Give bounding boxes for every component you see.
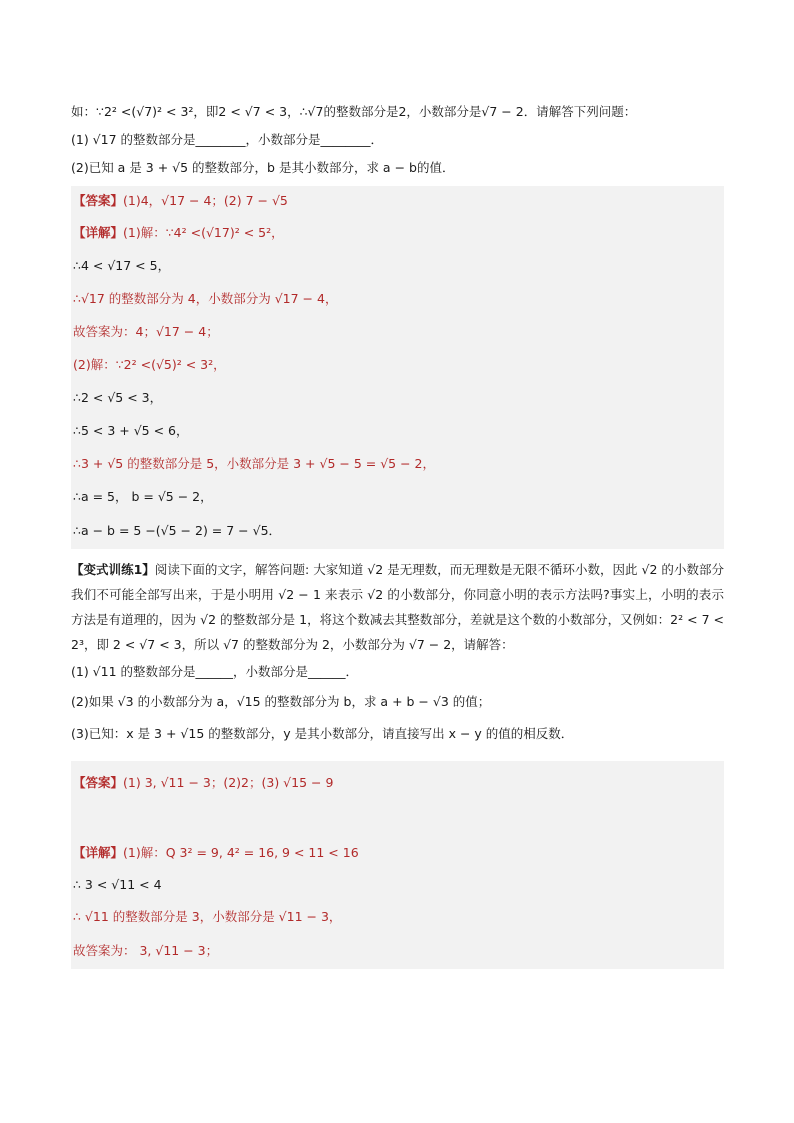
question-2-text: (2)已知 a 是 3 + √5 的整数部分，b 是其小数部分，求 a − b的值． [71, 160, 455, 175]
question-2 [71, 154, 724, 182]
detail-line [73, 901, 724, 933]
detail-text: (1)解：Q 3² = 9, 4² = 16, 9 < 11 < 16 [123, 845, 359, 860]
intro-text: 如：∵2² <(√7)² < 3²，即2 < √7 < 3，∴√7的整数部分是2，小数部分是√7 − 2．请解答下列问题： [71, 104, 637, 119]
variant-question-3-text: (3)已知：x 是 3 + √15 的整数部分，y 是其小数部分，请直接写出 x − y 的值的相反数． [71, 726, 574, 741]
detail-text: ∴3 + √5 的整数部分是 5，小数部分是 3 + √5 − 5 = √5 − 2， [73, 456, 435, 471]
intro-line [71, 98, 724, 126]
detail-line [73, 480, 724, 513]
detail-line [73, 216, 724, 249]
question-1 [71, 126, 724, 154]
detail-text: 故答案为： 3, √11 − 3； [73, 943, 219, 958]
variant-question-2 [71, 687, 724, 717]
variant-question-2-text: (2)如果 √3 的小数部分为 a，√15 的整数部分为 b，求 a + b − √3 的值； [71, 694, 491, 709]
detail-line [73, 513, 724, 549]
answer-block-2 [71, 761, 724, 805]
answer-text: (1) 3, √11 − 3；(2)2；(3) √15 − 9 [123, 775, 334, 790]
variant-question-1-text: (1) √11 的整数部分是______，小数部分是______． [71, 664, 359, 679]
detail-line [73, 933, 724, 969]
detail-tag: 【详解】 [73, 845, 124, 860]
variant-text: 阅读下面的文字，解答问题: 大家知道 √2 是无理数，而无理数是无限不循环小数，因此 √2 的小数部分我们不可能全部写出来，于是小明用 √2 − 1 来表示 √2 的小数部分，你同意小明的表示方法吗?事实上，小明的表示方法是有道理的，因为 √2 的整数部分是 1，将这个数减去其整数部分，差就是这个数的小数部分，又例如：2² < 7 < 2³，即 2 < √7 < 3，所以 √7 的整数部分为 2，小数部分为 √7 − 2，请解答： [71, 562, 725, 652]
answer-block-1 [71, 186, 724, 216]
variant-question-1 [71, 657, 724, 687]
detail-block-1 [71, 216, 724, 549]
detail-text: ∴√17 的整数部分为 4，小数部分为 √17 − 4， [73, 291, 338, 306]
variant-tag: 【变式训练1】 [71, 562, 155, 577]
detail-line [73, 869, 724, 901]
answer-tag: 【答案】 [73, 775, 124, 790]
variant-paragraph [71, 557, 724, 657]
detail-text: ∴a − b = 5 −(√5 − 2) = 7 − √5． [73, 523, 282, 538]
detail-text: 故答案为：4；√17 − 4； [73, 324, 219, 339]
blank-shade [71, 805, 724, 837]
detail-line [73, 447, 724, 480]
detail-line [73, 282, 724, 315]
detail-text: ∴2 < √5 < 3， [73, 390, 163, 405]
detail-text: (2)解：∵2² <(√5)² < 3²， [73, 357, 226, 372]
detail-tag: 【详解】 [73, 225, 124, 240]
detail-line [73, 381, 724, 414]
question-1-text: (1) √17 的整数部分是________，小数部分是________． [71, 132, 384, 147]
detail-text: ∴ 3 < √11 < 4 [73, 877, 162, 892]
detail-text: ∴ √11 的整数部分是 3，小数部分是 √11 − 3， [73, 909, 342, 924]
detail-text: ∴a = 5， b = √5 − 2， [73, 489, 213, 504]
detail-line [73, 348, 724, 381]
detail-line [73, 249, 724, 282]
detail-text: (1)解：∵4² <(√17)² < 5²， [123, 225, 284, 240]
detail-text: ∴4 < √17 < 5， [73, 258, 171, 273]
variant-question-3 [71, 717, 724, 751]
document-body [71, 98, 724, 969]
detail-text: ∴5 < 3 + √5 < 6， [73, 423, 189, 438]
answer-text: (1)4，√17 − 4；(2) 7 − √5 [123, 193, 288, 208]
answer-tag: 【答案】 [73, 193, 124, 208]
detail-line [73, 837, 724, 869]
detail-line [73, 315, 724, 348]
detail-block-2 [71, 837, 724, 969]
detail-line [73, 414, 724, 447]
